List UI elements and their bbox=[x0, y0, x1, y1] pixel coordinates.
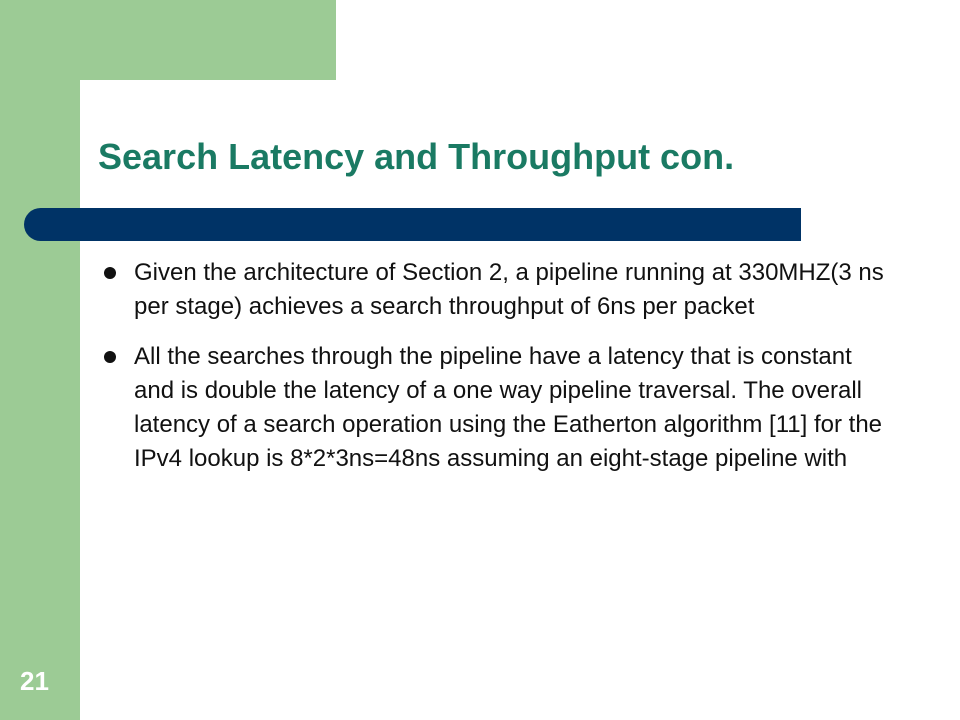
left-green-frame bbox=[0, 0, 80, 720]
slide-title: Search Latency and Throughput con. bbox=[98, 136, 735, 177]
bullet-list bbox=[104, 256, 884, 492]
title-underline-bar bbox=[24, 208, 801, 241]
bullet-dot-icon bbox=[104, 267, 116, 279]
bullet-text: All the searches through the pipeline have a latency that is constant and is double the latency of a one way pipeline traversal. The overall latency of a search operation using the Eatherton algorithm [11] for the IPv4 lookup is 8*2*3ns=48ns assuming an eight-stage pipeline with bbox=[134, 343, 883, 472]
bullet-text: Given the architecture of Section 2, a pipeline running at 330MHZ(3 ns per stage) achieves a search throughput of 6ns per packet bbox=[134, 259, 884, 320]
bullet-dot-icon bbox=[104, 351, 116, 363]
bullet-item bbox=[104, 340, 884, 476]
bullet-item bbox=[104, 256, 884, 324]
top-green-frame bbox=[0, 0, 336, 80]
page-number: 21 bbox=[20, 666, 49, 696]
